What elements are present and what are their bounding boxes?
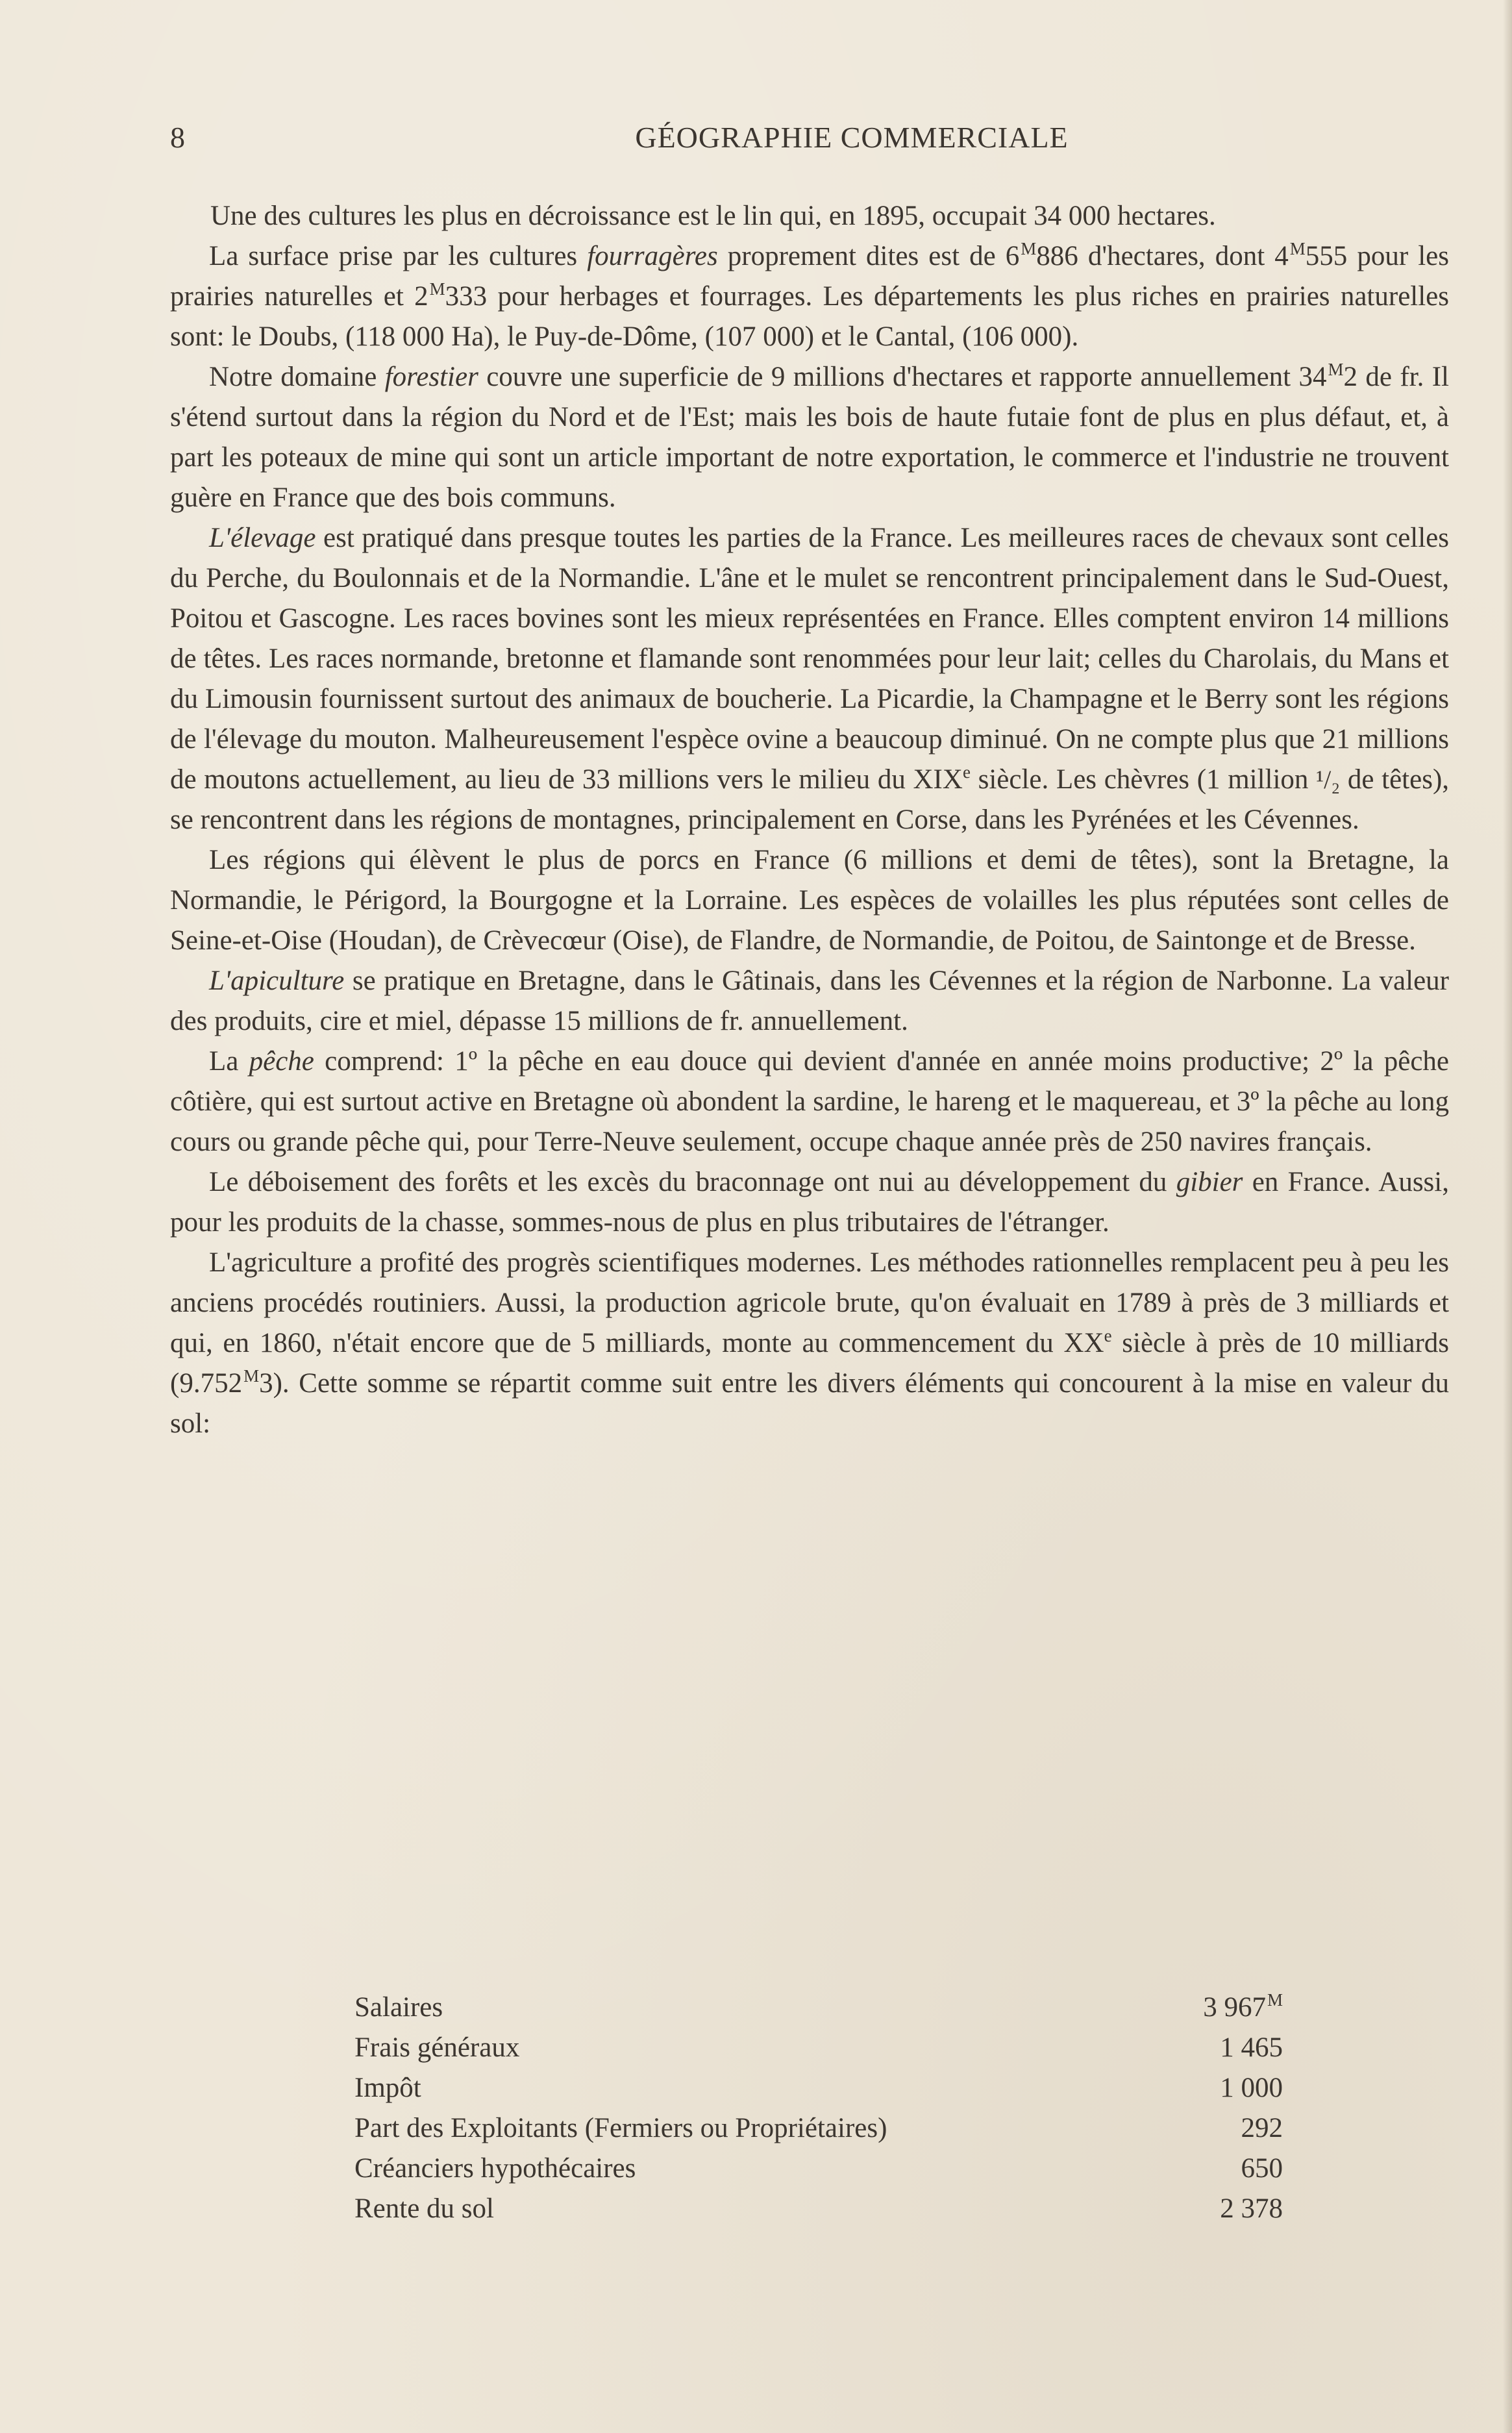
table-row [354,2028,1283,2068]
row-label: Frais généraux [354,2032,520,2063]
table-row [354,2189,1283,2229]
italic-term: gibier [1176,1167,1243,1197]
paragraph-peche [170,1042,1449,1162]
unit-superscript: M [1267,1990,1283,2010]
unit-superscript: M [1289,239,1306,258]
row-amount [1203,1988,1283,2028]
paragraph-text: siècle. Les chèvres (1 million [970,764,1317,795]
ordinal-superscript: e [962,762,971,782]
paragraph-text: 555 pour les prairies naturelles et 2 [170,241,1449,312]
paragraph-fourrageres [170,236,1449,357]
paragraph-text: couvre une superficie de 9 millions d'hectares et rapporte annuellement 34 [478,362,1327,392]
row-amount: 1 000 [1220,2073,1283,2103]
paragraph-text: 2 de fr. Il s'étend surtout dans la région du Nord et de l'Est; mais les bois de haute futaie font de plus en plus défaut, et, à part les poteaux de mine qui sont un article important de notre exportation, le commerce et l'industrie ne trouvent guère en France que des bois communs. [170,362,1449,513]
unit-superscript: M [429,279,445,299]
paragraph-text: 3). Cette somme se répartit comme suit entre les divers éléments qui concourent à la mise en valeur du sol: [170,1368,1449,1439]
paragraph-text: Les régions qui élèvent le plus de porcs en France (6 millions et demi de têtes), sont la Bretagne, la Normandie, le Périgord, la Bourgogne et la Lorraine. Les espèces de volailles les plus réputées sont celles de Seine-et-Oise (Houdan), de Crèvecœur (Oise), de Flandre, de Normandie, de Poitou, de Saintonge et de Bresse. [170,845,1449,956]
italic-term: forestier [384,362,478,392]
table-row [354,2149,1283,2189]
paragraph-text: La surface prise par les cultures [209,241,588,271]
unit-superscript: M [243,1366,260,1386]
row-amount: 1 465 [1220,2032,1283,2063]
production-value-table [354,1988,1283,2229]
italic-term: fourragères [587,241,718,271]
paragraph-gibier [170,1162,1449,1243]
row-label: Part des Exploitants (Fermiers ou Propriétaires) [354,2113,887,2143]
paragraph-porcs [170,840,1449,961]
paragraph-text: Notre domaine [209,362,385,392]
unit-superscript: M [1328,360,1344,379]
row-label: Impôt [354,2073,421,2103]
paragraph-text: La [209,1046,249,1077]
table-row [354,1988,1283,2028]
italic-term: L'apiculture [209,966,345,996]
paragraph-elevage [170,518,1449,840]
row-label: Rente du sol [354,2193,494,2224]
paragraph-text: en France. Aussi, pour les produits de la chasse, sommes-nous de plus en plus tributaires de l'étranger. [170,1167,1449,1238]
paragraph-text: 333 pour herbages et fourrages. Les départements les plus riches en prairies naturelles sont: le Doubs, (118 000 Ha), le Puy-de-Dôme, (107 000) et le Cantal, (106 000). [170,281,1450,352]
table-row [354,2068,1283,2108]
page-edge-shadow [1503,0,1512,2433]
body-text [170,196,1449,1444]
paragraph-text: 886 d'hectares, dont 4 [1036,241,1289,271]
row-amount: 292 [1241,2113,1283,2143]
amount-value: 3 967 [1203,1992,1266,2023]
table-row [354,2108,1283,2149]
paragraph-text: se pratique en Bretagne, dans le Gâtinais, dans les Cévennes et la région de Narbonne. La valeur des produits, cire et miel, dépasse 15 millions de fr. annuellement. [170,966,1449,1036]
paragraph-forestier [170,357,1449,518]
paragraph-text: comprend: 1º la pêche en eau douce qui devient d'année en année moins productive; 2º la pêche côtière, qui est surtout active en Bretagne où abondent la sardine, le hareng et le maquereau, et 3º la pêche au long cours ou grande pêche qui, pour Terre-Neuve seulement, occupe chaque année près de 250 navires français. [170,1046,1449,1157]
row-amount: 2 378 [1220,2193,1283,2224]
fraction: ¹/₂ [1316,765,1341,794]
paragraph-text: Le déboisement des forêts et les excès du braconnage ont nui au développement du [209,1167,1176,1197]
row-label: Créanciers hypothécaires [354,2153,636,2184]
row-amount: 650 [1241,2153,1283,2184]
italic-term: L'élevage [209,523,316,553]
paragraph-text: est pratiqué dans presque toutes les parties de la France. Les meilleures races de chevaux sont celles du Perche, du Boulonnais et de la Normandie. L'âne et le mulet se rencontrent principalement dans le Sud-Ouest, Poitou et Gascogne. Les races bovines sont les mieux représentées en France. Elles comptent environ 14 millions de têtes. Les races normande, bretonne et flamande sont renommées pour leur lait; celles du Charolais, du Mans et du Limousin fournissent surtout des animaux de boucherie. La Picardie, la Champagne et le Berry sont les régions de l'élevage du mouton. Malheureusement l'espèce ovine a beaucoup diminué. On ne compte plus que 21 millions de moutons actuellement, au lieu de 33 millions vers le milieu du XIX [170,523,1449,795]
running-title: GÉOGRAPHIE COMMERCIALE [635,121,1069,154]
paragraph-text: Une des cultures les plus en décroissance est le lin qui, en 1895, occupait 34 000 hectares. [210,201,1216,231]
paragraph-lin [170,196,1449,236]
page-header [170,118,1449,157]
paragraph-text: siècle à près de 10 milliards (9.752 [170,1328,1449,1399]
paragraph-text: L'agriculture a profité des progrès scientifiques modernes. Les méthodes rationnelles remplacent peu à peu les anciens procédés routiniers. Aussi, la production agricole brute, qu'on évaluait en 1789 à près de 3 milliards et qui, en 1860, n'était encore que de 5 milliards, monte au commencement du XX [170,1247,1449,1358]
row-label: Salaires [354,1992,443,2023]
italic-term: pêche [249,1046,314,1077]
paragraph-apiculture [170,961,1449,1042]
paragraph-agriculture [170,1243,1449,1444]
page-number: 8 [170,121,185,154]
paragraph-text: proprement dites est de 6 [717,241,1020,271]
paragraph-text: de têtes), se rencontrent dans les régions de montagnes, principalement en Corse, dans les Pyrénées et les Cévennes. [170,764,1450,835]
ordinal-superscript: e [1104,1326,1112,1345]
unit-superscript: M [1021,239,1037,258]
